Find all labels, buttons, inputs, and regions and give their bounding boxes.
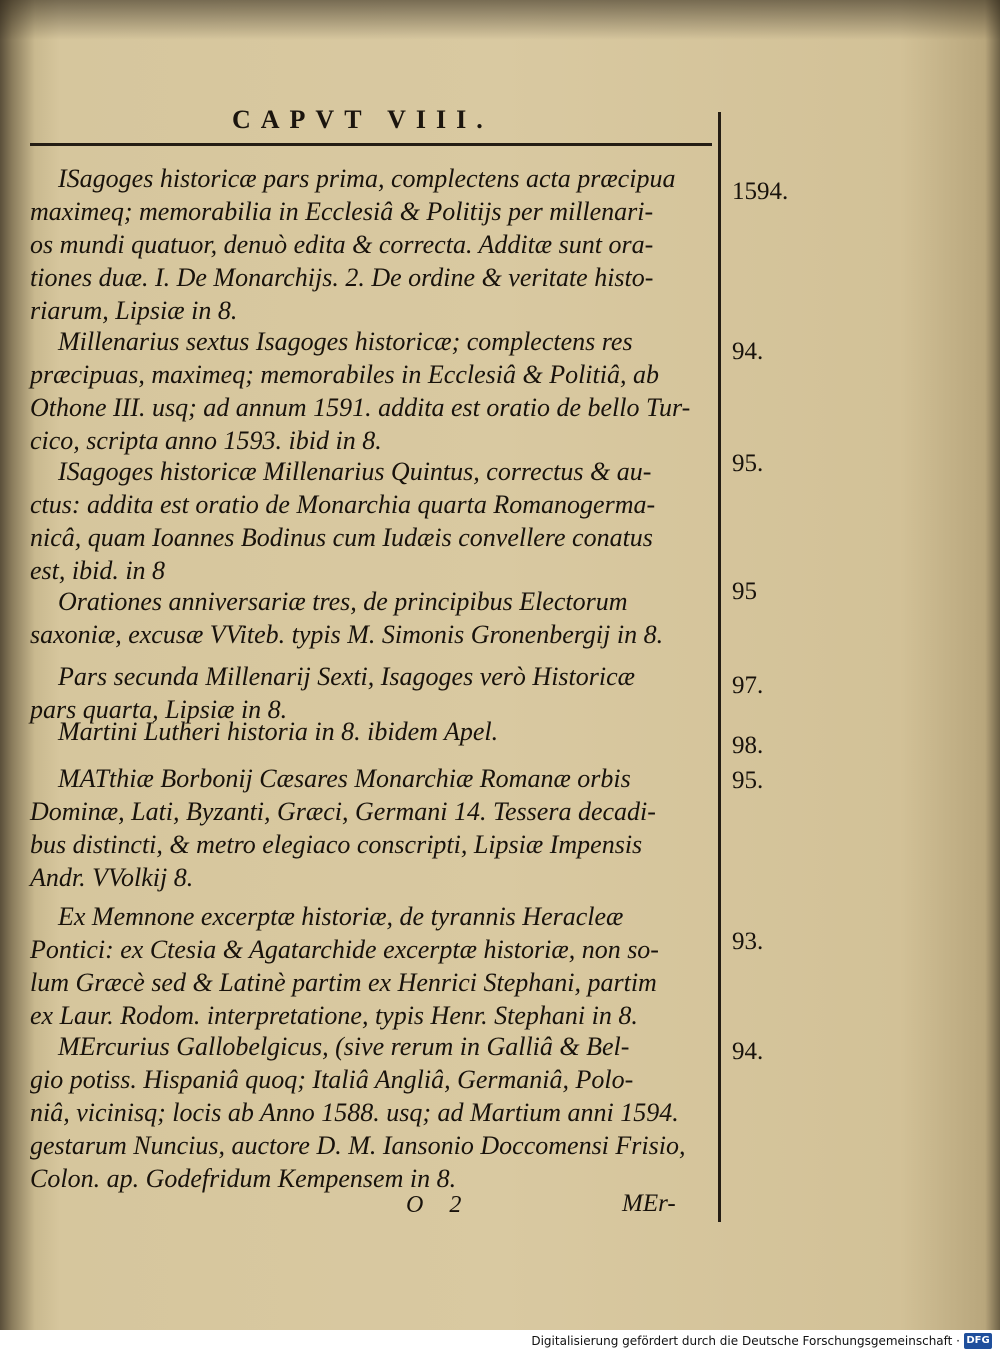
bibliography-entry (30, 585, 710, 651)
entry-line: ISagoges historicæ pars prima, complectens acta præcipua (58, 164, 676, 193)
entry-line: ISagoges historicæ Millenarius Quintus, correctus & au- (58, 457, 652, 486)
margin-year: 94. (732, 1038, 764, 1065)
entry-line: Orationes anniversariæ tres, de principibus Electorum (58, 587, 628, 616)
margin-year: 94. (732, 338, 764, 365)
entry-line: Pontici: ex Ctesia & Agatarchide excerptæ historiæ, non so- (30, 935, 659, 964)
margin-year: 98. (732, 732, 764, 759)
entry-line: bus distincti, & metro elegiaco conscripti, Lipsiæ Impensis (30, 830, 643, 859)
entry-line: os mundi quatuor, denuò edita & correcta. Additæ sunt ora- (30, 230, 654, 259)
bibliography-entry (30, 900, 710, 1032)
margin-year: 1594. (732, 178, 789, 205)
entry-line: riarum, Lipsiæ in 8. (30, 296, 238, 325)
entry-line: Martini Lutheri historia in 8. ibidem Apel. (58, 717, 499, 746)
entry-line: niâ, vicinisq; locis ab Anno 1588. usq; ad Martium anni 1594. (30, 1098, 679, 1127)
entry-line: MATthiæ Borbonij Cæsares Monarchiæ Romanæ orbis (58, 764, 631, 793)
entry-line: Millenarius sextus Isagoges historicæ; complectens res (58, 327, 633, 356)
dfg-logo-icon: DFG (964, 1333, 992, 1349)
entry-line: Ex Memnone excerptæ historiæ, de tyrannis Heracleæ (58, 902, 624, 931)
entry-line: tiones duæ. I. De Monarchijs. 2. De ordine & veritate histo- (30, 263, 654, 292)
header-rule (30, 143, 712, 146)
margin-rule (718, 112, 721, 1222)
margin-year: 95. (732, 450, 764, 477)
entry-line: gio potiss. Hispaniâ quoq; Italiâ Angliâ, Germaniâ, Polo- (30, 1065, 634, 1094)
entry-line: præcipuas, maximeq; memorabiles in Ecclesiâ & Politiâ, ab (30, 360, 659, 389)
bibliography-entry (30, 455, 710, 587)
entry-line: nicâ, quam Ioannes Bodinus cum Iudæis convellere conatus (30, 523, 653, 552)
entry-line: pars quarta, Lipsiæ in 8. (30, 695, 288, 724)
margin-year: 95 (732, 578, 757, 605)
entry-line: maximeq; memorabilia in Ecclesiâ & Politijs per millenari- (30, 197, 654, 226)
entry-line: Colon. ap. Godefridum Kempensem in 8. (30, 1164, 457, 1193)
bibliography-entry (30, 762, 710, 894)
entry-line: ex Laur. Rodom. interpretatione, typis Henr. Stephani in 8. (30, 1001, 638, 1030)
entry-line: saxoniæ, excusæ VViteb. typis M. Simonis Gronenbergij in 8. (30, 620, 664, 649)
entry-line: lum Græcè sed & Latinè partim ex Henrici Stephani, partim (30, 968, 657, 997)
catchword: MEr- (622, 1190, 676, 1217)
bibliography-entry (30, 325, 710, 457)
entry-line: gestarum Nuncius, auctore D. M. Iansonio Doccomensi Frisio, (30, 1131, 686, 1160)
margin-year: 97. (732, 672, 764, 699)
entry-line: Andr. VVolkij 8. (30, 863, 194, 892)
bibliography-entry (30, 1030, 710, 1195)
entry-line: Pars secunda Millenarij Sexti, Isagoges verò Historicæ (58, 662, 635, 691)
credit-bar (0, 1330, 1000, 1355)
credit-text: Digitalisierung gefördert durch die Deutsche Forschungsgemeinschaft · (531, 1334, 960, 1348)
running-header: CAPVT VIII. (232, 105, 493, 134)
entry-line: cico, scripta anno 1593. ibid in 8. (30, 426, 382, 455)
margin-year: 95. (732, 767, 764, 794)
entry-line: Dominæ, Lati, Byzanti, Græci, Germani 14. Tessera decadi- (30, 797, 656, 826)
bibliography-entry (30, 162, 710, 327)
entry-line: MErcurius Gallobelgicus, (sive rerum in Galliâ & Bel- (58, 1032, 630, 1061)
entry-line: ctus: addita est oratio de Monarchia quarta Romanogerma- (30, 490, 656, 519)
entry-line: Othone III. usq; ad annum 1591. addita est oratio de bello Tur- (30, 393, 691, 422)
entry-line: est, ibid. in 8 (30, 556, 166, 585)
margin-year: 93. (732, 928, 764, 955)
signature-mark: O 2 (406, 1192, 472, 1218)
bibliography-entry (30, 715, 710, 748)
